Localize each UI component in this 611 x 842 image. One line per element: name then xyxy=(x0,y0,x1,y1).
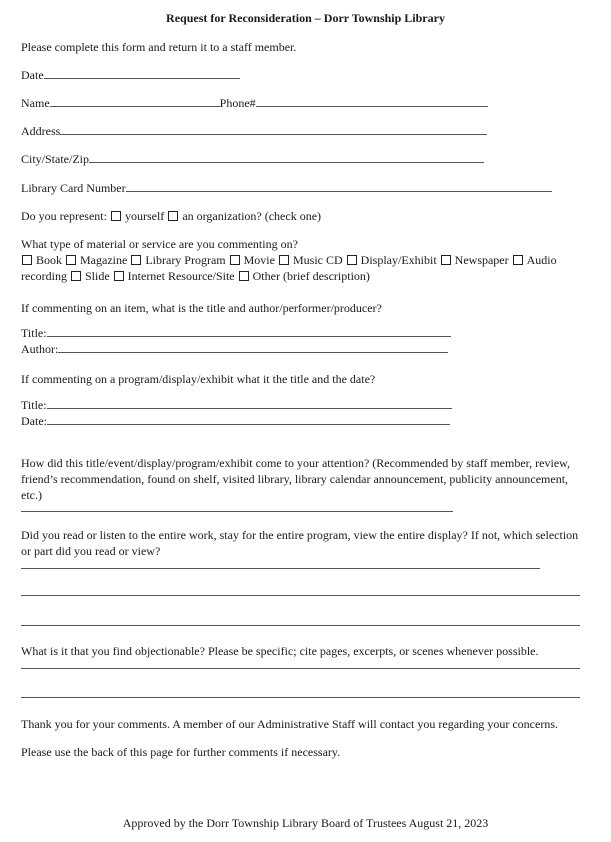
item-author-label: Author: xyxy=(21,342,59,356)
checkbox-icon xyxy=(168,211,178,221)
program-title-field-row xyxy=(21,397,452,413)
item-question: If commenting on an item, what is the title and author/performer/producer? xyxy=(21,301,382,315)
entire-work-question: Did you read or listen to the entire work, stay for the entire program, view the entire display? If not, which selection or part did you read or view? xyxy=(21,528,579,558)
material-option-label: Music CD xyxy=(292,253,343,267)
back-page-note: Please use the back of this page for further comments if necessary. xyxy=(21,745,341,759)
checkbox-icon xyxy=(347,255,357,265)
represent-option-label: an organization? xyxy=(182,209,262,223)
writing-line xyxy=(21,568,540,569)
material-option-book xyxy=(21,253,62,267)
material-option-newspaper xyxy=(440,253,509,267)
program-date-input-line xyxy=(47,414,450,425)
material-option-label: Library Program xyxy=(145,253,226,267)
material-option-label: Slide xyxy=(84,269,110,283)
name-label: Name xyxy=(21,96,50,110)
material-option-library-program xyxy=(130,253,225,267)
checkbox-icon xyxy=(441,255,451,265)
checkbox-icon xyxy=(239,271,249,281)
city-state-zip-label: City/State/Zip xyxy=(21,152,89,166)
checkbox-icon xyxy=(279,255,289,265)
material-option-label: Display/Exhibit xyxy=(360,253,437,267)
item-author-input-line xyxy=(58,342,448,353)
represent-option-organization xyxy=(167,209,261,223)
material-type-options xyxy=(21,252,590,284)
item-title-field-row xyxy=(21,325,451,341)
approval-note: Approved by the Dorr Township Library Board of Trustees August 21, 2023 xyxy=(122,816,489,830)
material-option-label: Magazine xyxy=(80,253,128,267)
writing-line xyxy=(21,595,580,596)
library-card-input-line xyxy=(126,181,552,192)
city-state-zip-field-row xyxy=(21,151,484,167)
material-option-label: Newspaper xyxy=(454,253,509,267)
material-option-other xyxy=(238,269,370,283)
attention-question: How did this title/event/display/program/exhibit come to your attention? (Recommended by staff member, review, friend’s recommendation, found on shelf, visited library, library calendar announcement, publicity announcement, etc.) xyxy=(21,456,571,502)
material-option-label: Movie xyxy=(243,253,275,267)
intro-text: Please complete this form and return it to a staff member. xyxy=(21,40,297,54)
item-title-input-line xyxy=(47,326,451,337)
name-input-line xyxy=(50,96,220,107)
checkbox-icon xyxy=(22,255,32,265)
checkbox-icon xyxy=(66,255,76,265)
writing-line xyxy=(21,697,580,698)
material-type-section xyxy=(21,236,590,284)
phone-label: Phone# xyxy=(219,96,256,110)
material-option-label: Book xyxy=(36,253,63,267)
represent-question-row xyxy=(21,208,590,224)
material-option-music-cd xyxy=(278,253,343,267)
checkbox-icon xyxy=(114,271,124,281)
checkbox-icon xyxy=(230,255,240,265)
checkbox-icon xyxy=(71,271,81,281)
date-label: Date xyxy=(21,68,44,82)
represent-note: (check one) xyxy=(264,209,322,223)
material-option-label: Other (brief description) xyxy=(252,269,370,283)
address-field-row xyxy=(21,123,487,139)
objectionable-question: What is it that you find objectionable? Please be specific; cite pages, excerpts, or scenes whenever possible. xyxy=(21,644,539,658)
checkbox-icon xyxy=(111,211,121,221)
represent-option-yourself xyxy=(110,209,164,223)
program-question: If commenting on a program/display/exhibit what it the title and the date? xyxy=(21,372,376,386)
page-title: Request for Reconsideration – Dorr Township Library xyxy=(166,11,445,25)
item-author-field-row xyxy=(21,341,448,357)
writing-line xyxy=(21,625,580,626)
represent-question: Do you represent: xyxy=(21,209,107,223)
represent-option-label: yourself xyxy=(124,209,165,223)
program-title-input-line xyxy=(47,398,452,409)
library-card-label: Library Card Number xyxy=(21,181,126,195)
material-option-label: Audio recording xyxy=(21,253,557,283)
writing-line xyxy=(21,668,580,669)
date-input-line xyxy=(44,68,240,79)
checkbox-icon xyxy=(513,255,523,265)
thanks-text: Thank you for your comments. A member of our Administrative Staff will contact you regarding your concerns. xyxy=(21,717,558,731)
city-state-zip-input-line xyxy=(89,152,484,163)
writing-line xyxy=(21,511,453,512)
material-type-question: What type of material or service are you commenting on? xyxy=(21,237,298,251)
material-option-magazine xyxy=(65,253,127,267)
phone-input-line xyxy=(256,96,488,107)
material-option-movie xyxy=(229,253,275,267)
address-input-line xyxy=(60,124,487,135)
program-title-label: Title: xyxy=(21,398,47,412)
date-field-row xyxy=(21,67,240,83)
name-phone-field-row xyxy=(21,95,488,111)
material-option-internet-resource xyxy=(113,269,235,283)
library-card-field-row xyxy=(21,180,552,196)
item-title-label: Title: xyxy=(21,326,47,340)
address-label: Address xyxy=(21,124,61,138)
material-option-display-exhibit xyxy=(346,253,437,267)
material-option-label: Internet Resource/Site xyxy=(127,269,235,283)
material-option-slide xyxy=(70,269,110,283)
checkbox-icon xyxy=(131,255,141,265)
program-date-field-row xyxy=(21,413,450,429)
program-date-label: Date: xyxy=(21,414,47,428)
